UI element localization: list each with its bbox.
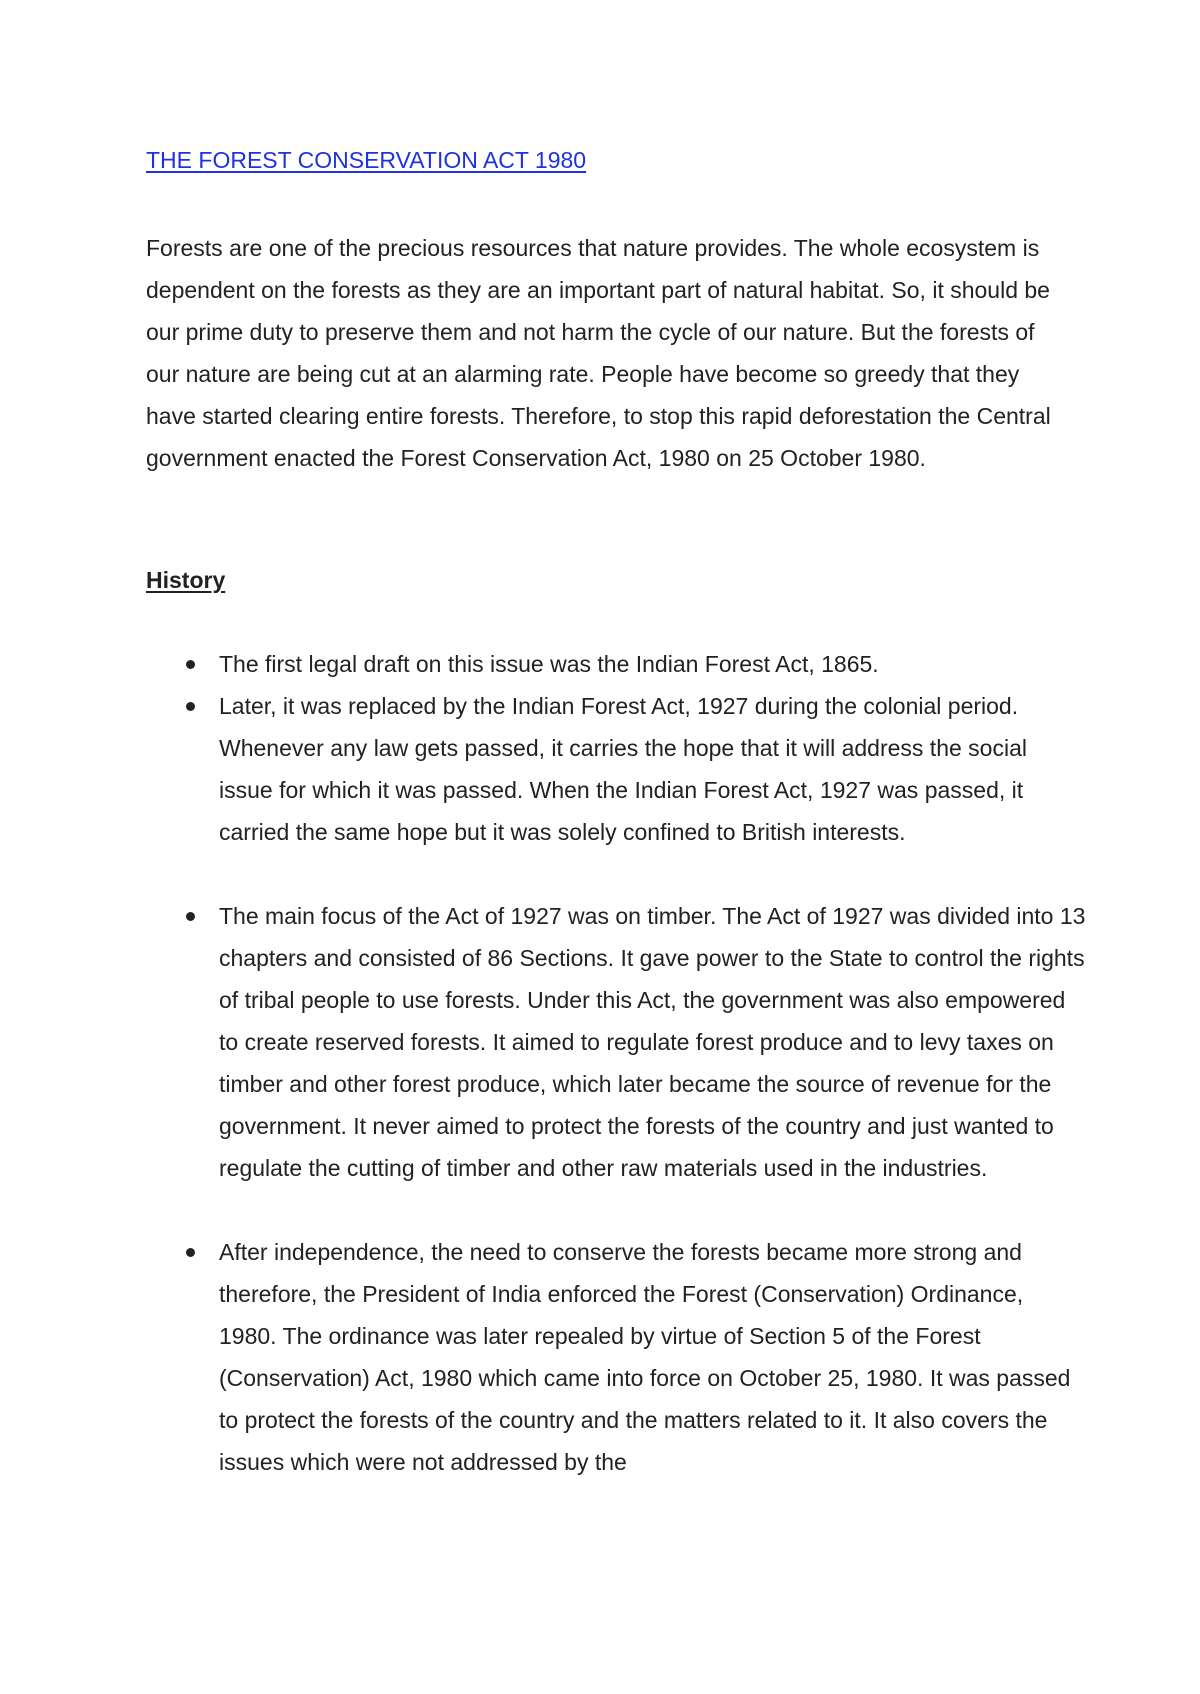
history-bullet-item — [146, 1231, 1086, 1483]
document-title: THE FOREST CONSERVATION ACT 1980 — [146, 147, 587, 173]
bullet-dot-icon — [186, 702, 195, 711]
history-bullet-text: The main focus of the Act of 1927 was on timber. The Act of 1927 was divided into 13 chapters and consisted of 86 Sections. It gave power to the State to control the rights of tribal people to use forests. Under this Act, the government was also empowered to create reserved forests. It aimed to regulate forest produce and to levy taxes on timber and other forest produce, which later became the source of revenue for the government. It never aimed to protect the forests of the country and just wanted to regulate the cutting of timber and other raw materials used in the industries. — [219, 903, 1086, 1181]
history-bullet-text: The first legal draft on this issue was the Indian Forest Act, 1865. — [219, 651, 879, 677]
history-bullet-text: Later, it was replaced by the Indian Forest Act, 1927 during the colonial period. Whenever any law gets passed, it carries the hope that it will address the social issue for which it was passed. When the Indian Forest Act, 1927 was passed, it carried the same hope but it was solely confined to British interests. — [219, 693, 1027, 845]
history-bullet-item — [146, 685, 1086, 853]
intro-paragraph: Forests are one of the precious resources that nature provides. The whole ecosystem is dependent on the forests as they are an important part of natural habitat. So, it should be our prime duty to preserve them and not harm the cycle of our nature. But the forests of our nature are being cut at an alarming rate. People have become so greedy that they have started clearing entire forests. Therefore, to stop this rapid deforestation the Central government enacted the Forest Conservation Act, 1980 on 25 October 1980. — [146, 235, 1051, 471]
history-bullet-text: After independence, the need to conserve the forests became more strong and therefore, the President of India enforced the Forest (Conservation) Ordinance, 1980. The ordinance was later repealed by virtue of Section 5 of the Forest (Conservation) Act, 1980 which came into force on October 25, 1980. It was passed to protect the forests of the country and the matters related to it. It also covers the issues which were not addressed by the — [219, 1239, 1071, 1475]
history-bullet-list — [146, 643, 1086, 1483]
bullet-dot-icon — [186, 1248, 195, 1257]
bullet-dot-icon — [186, 660, 195, 669]
history-bullet-item — [146, 643, 1086, 685]
bullet-dot-icon — [186, 912, 195, 921]
history-heading: History — [146, 567, 226, 593]
history-bullet-item — [146, 895, 1086, 1189]
